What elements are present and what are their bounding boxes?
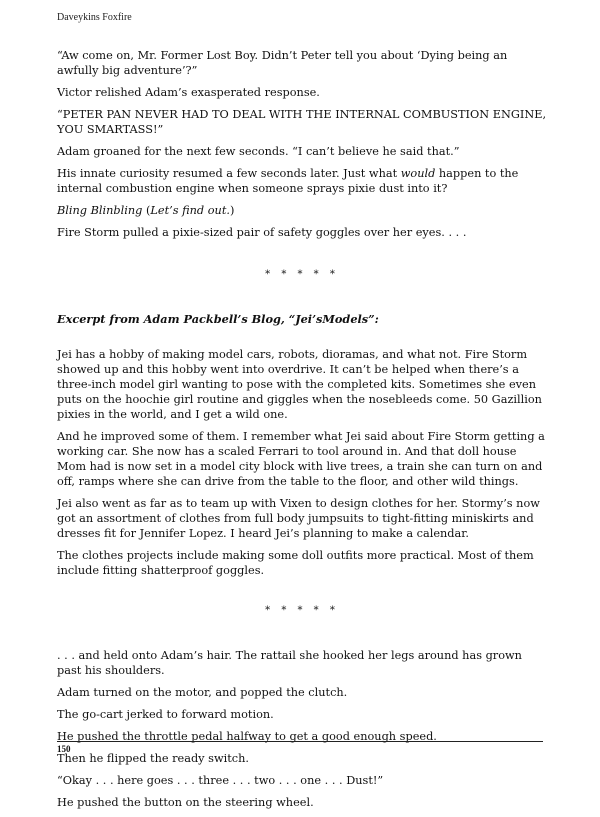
running-head: Daveykins Foxfire: [57, 12, 132, 23]
text-run: (: [142, 204, 151, 217]
footer-rule: [57, 741, 543, 742]
scene-separator: * * * * *: [265, 605, 339, 616]
paragraph: “Aw come on, Mr. Former Lost Boy. Didn’t Peter tell you about ‘Dying being an awfully big adventure’?”: [57, 49, 508, 77]
text-run: ): [229, 204, 235, 217]
paragraph: The clothes projects include making some doll outfits more practical. Most of them include fitting shatterproof goggles.: [57, 549, 534, 577]
paragraph: Fire Storm pulled a pixie-sized pair of safety goggles over her eyes. . . .: [57, 226, 467, 239]
paragraph: Victor relished Adam’s exasperated response.: [57, 86, 320, 99]
scene-separator: * * * * *: [265, 269, 339, 280]
paragraph: [57, 203, 547, 218]
emphasis: Let’s find out.: [150, 204, 230, 217]
page-body: [57, 48, 547, 817]
paragraph: Then he flipped the ready switch.: [57, 752, 249, 765]
paragraph: The go-cart jerked to forward motion.: [57, 708, 274, 721]
text-run: happen to the internal combustion engine when someone sprays pixie dust into it?: [57, 167, 519, 195]
paragraph: Jei also went as far as to team up with Vixen to design clothes for her. Stormy’s now got an assortment of clothes from full body jumpsuits to tight-fitting miniskirts and dresses fit for Jennifer Lopez. I heard Jei’s planning to make a calendar.: [57, 497, 540, 540]
paragraph: He pushed the button on the steering wheel.: [57, 796, 314, 809]
paragraph: “Okay . . . here goes . . . three . . . two . . . one . . . Dust!”: [57, 774, 384, 787]
paragraph: Jei has a hobby of making model cars, robots, dioramas, and what not. Fire Storm showed up and this hobby went into overdrive. It can’t be helped when there’s a three-inch model girl wanting to pose with the completed kits. Sometimes she even puts on the hoochie girl routine and giggles when the nosebleeds come. 50 Gazillion pixies in the world, and I get a wild one.: [57, 348, 542, 421]
paragraph: Adam groaned for the next few seconds. “I can’t believe he said that.”: [57, 145, 460, 158]
paragraph: “PETER PAN NEVER HAD TO DEAL WITH THE INTERNAL COMBUSTION ENGINE, YOU SMARTASS!”: [57, 108, 547, 136]
paragraph: . . . and held onto Adam’s hair. The rattail she hooked her legs around has grown past his shoulders.: [57, 649, 522, 677]
paragraph: [57, 166, 547, 196]
text-run: His innate curiosity resumed a few seconds later. Just what: [57, 167, 401, 180]
paragraph: He pushed the throttle pedal halfway to get a good enough speed.: [57, 730, 437, 743]
emphasis: would: [400, 167, 436, 180]
emphasis: Bling Blinbling: [57, 204, 143, 217]
blog-heading: Excerpt from Adam Packbell’s Blog, “Jei’sModels”:: [57, 312, 379, 326]
paragraph: And he improved some of them. I remember what Jei said about Fire Storm getting a working car. She now has a scaled Ferrari to tool around in. And that doll house Mom had is now set in a model city block with live trees, a train she can turn on and off, ramps where she can drive from the table to the floor, and other wild things.: [57, 430, 545, 488]
paragraph: Adam turned on the motor, and popped the clutch.: [57, 686, 348, 699]
page-number: 150: [57, 744, 71, 754]
